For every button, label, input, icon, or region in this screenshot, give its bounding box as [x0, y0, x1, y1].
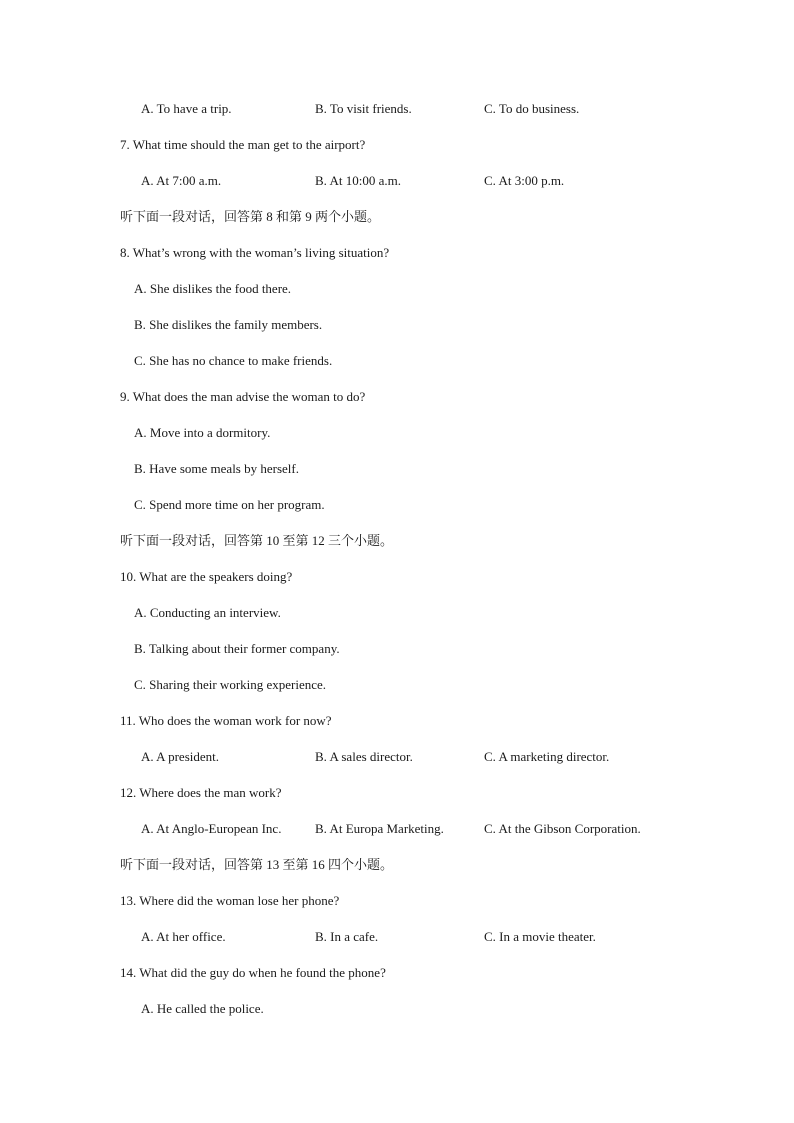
- question-14: 14. What did the guy do when he found the phone?: [120, 965, 386, 980]
- section-instruction: 听下面一段对话，回答第 8 和第 9 两个小题。: [120, 209, 381, 224]
- question-11: 11. Who does the woman work for now?: [120, 713, 332, 728]
- option-c: C. To do business.: [484, 101, 580, 116]
- question-9: 9. What does the man advise the woman to do?: [120, 389, 366, 404]
- option-b: B. In a cafe.: [315, 929, 379, 944]
- question-8: 8. What’s wrong with the woman’s living situation?: [120, 245, 390, 260]
- option-a: A. At her office.: [141, 929, 226, 944]
- option-b: B. At 10:00 a.m.: [315, 173, 401, 188]
- option-a: A. A president.: [141, 749, 219, 764]
- question-12: 12. Where does the man work?: [120, 785, 282, 800]
- option-b: B. At Europa Marketing.: [315, 821, 444, 836]
- option-c: C. She has no chance to make friends.: [134, 353, 333, 368]
- options-row-q12: [0, 821, 794, 837]
- question-7: 7. What time should the man get to the airport?: [120, 137, 366, 152]
- option-c: C. In a movie theater.: [484, 929, 596, 944]
- options-row-q11: [0, 749, 794, 765]
- option-c: C. At 3:00 p.m.: [484, 173, 565, 188]
- question-10: 10. What are the speakers doing?: [120, 569, 293, 584]
- option-b: B. She dislikes the family members.: [134, 317, 323, 332]
- option-c: C. A marketing director.: [484, 749, 610, 764]
- options-row-q13: [0, 929, 794, 945]
- option-b: B. A sales director.: [315, 749, 413, 764]
- option-b: B. Have some meals by herself.: [134, 461, 299, 476]
- option-a: A. Conducting an interview.: [134, 605, 281, 620]
- option-a: A. He called the police.: [141, 1001, 264, 1016]
- option-c: C. At the Gibson Corporation.: [484, 821, 641, 836]
- option-b: B. To visit friends.: [315, 101, 412, 116]
- option-c: C. Sharing their working experience.: [134, 677, 327, 692]
- option-c: C. Spend more time on her program.: [134, 497, 325, 512]
- option-a: A. At Anglo-European Inc.: [141, 821, 282, 836]
- question-13: 13. Where did the woman lose her phone?: [120, 893, 340, 908]
- option-a: A. To have a trip.: [141, 101, 232, 116]
- option-a: A. Move into a dormitory.: [134, 425, 271, 440]
- options-row-q6: [0, 101, 794, 117]
- option-b: B. Talking about their former company.: [134, 641, 340, 656]
- options-row-q7: [0, 173, 794, 189]
- section-instruction: 听下面一段对话，回答第 13 至第 16 四个小题。: [120, 857, 394, 872]
- option-a: A. At 7:00 a.m.: [141, 173, 222, 188]
- section-instruction: 听下面一段对话，回答第 10 至第 12 三个小题。: [120, 533, 394, 548]
- option-a: A. She dislikes the food there.: [134, 281, 292, 296]
